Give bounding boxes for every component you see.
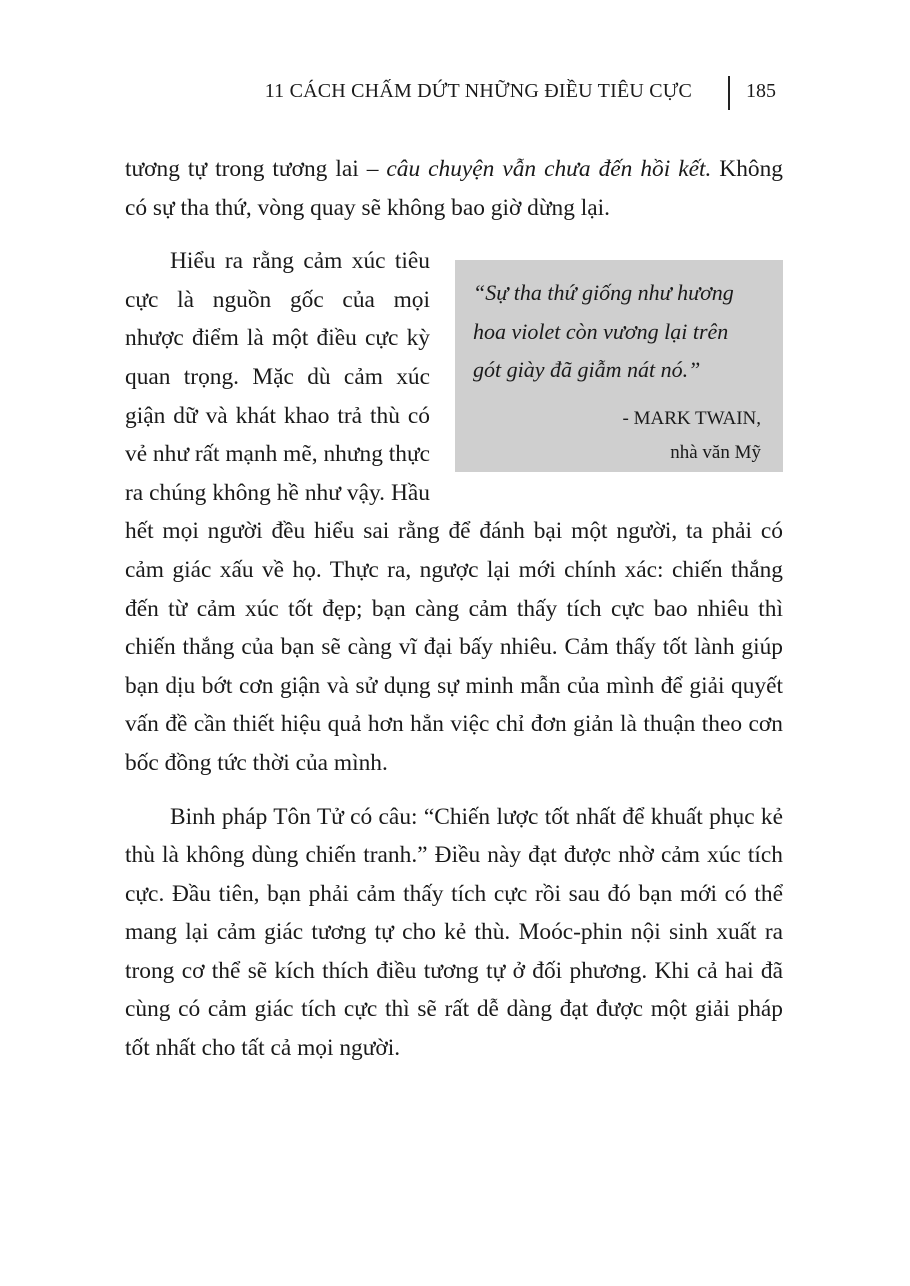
paragraph-spacer: [125, 783, 783, 798]
body-text: [125, 150, 783, 1068]
pull-quote-role: nhà văn Mỹ: [670, 441, 761, 463]
pull-quote-box: [455, 260, 783, 472]
paragraph-negative-emotions: [125, 242, 783, 782]
chapter-title: 11 CÁCH CHẤM DỨT NHỮNG ĐIỀU TIÊU CỰC: [264, 80, 692, 102]
paragraph-continuation-rest: Không có sự tha thứ, vòng quay sẽ không bao giờ dừng lại.: [125, 156, 783, 221]
paragraph-continuation: [125, 150, 783, 227]
paragraph-negative-emotions-text: Hiểu ra rằng cảm xúc tiêu cực là nguồn gốc của mọi nhược điểm là một điều cực kỳ quan trọng. Mặc dù cảm xúc giận dữ và khát khao trả thù có vẻ như rất mạnh mẽ, nhưng thực ra chúng không hề như vậy. Hầu hết mọi người đều hiểu sai rằng để đánh bại một người, ta phải có cảm giác xấu về họ. Thực ra, ngược lại mới chính xác: chiến thắng đến từ cảm xúc tốt đẹp; bạn càng cảm thấy tích cực bao nhiêu thì chiến thắng của bạn sẽ càng vĩ đại bấy nhiêu. Cảm thấy tốt lành giúp bạn dịu bớt cơn giận và sử dụng sự minh mẫn của mình để giải quyết vấn đề cần thiết hiệu quả hơn hẳn việc chỉ đơn giản là thuận theo cơn bốc đồng tức thời của mình.: [125, 248, 783, 776]
page-number: 185: [746, 80, 776, 102]
paragraph-spacer: [125, 227, 783, 242]
pull-quote-text: “Sự tha thứ giống như hương hoa violet còn vương lại trên gót giày đã giẫm nát nó.”: [473, 280, 734, 383]
header-divider: [728, 76, 730, 110]
pull-quote-author: - MARK TWAIN,: [622, 407, 761, 429]
running-header: [0, 76, 910, 112]
paragraph-continuation-italic: câu chuyện vẫn chưa đến hồi kết.: [386, 156, 712, 182]
paragraph-sun-tzu: Binh pháp Tôn Tử có câu: “Chiến lược tốt nhất để khuất phục kẻ thù là không dùng chiến tranh.” Điều này đạt được nhờ cảm xúc tích cực. Đầu tiên, bạn phải cảm thấy tích cực rồi sau đó bạn mới có thể mang lại cảm giác tương tự cho kẻ thù. Moóc-phin nội sinh xuất ra trong cơ thể sẽ kích thích điều tương tự ở đối phương. Khi cả hai đã cùng có cảm giác tích cực thì sẽ rất dễ dàng đạt được một giải pháp tốt nhất cho tất cả mọi người.: [125, 803, 783, 1062]
paragraph-continuation-text: tương tự trong tương lai –: [125, 156, 387, 182]
